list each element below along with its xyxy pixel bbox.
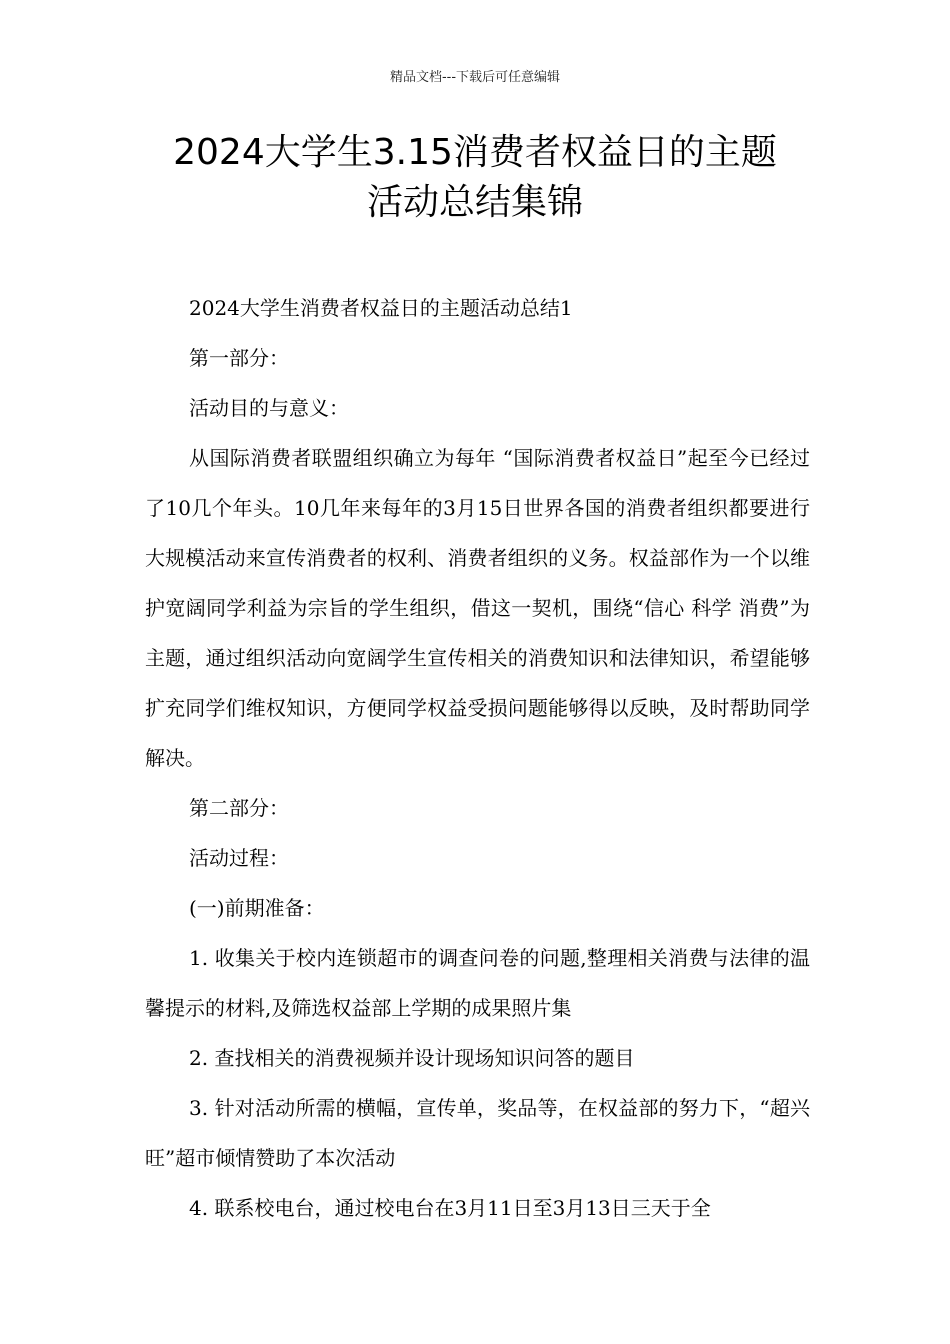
list-item-2: 2. 查找相关的消费视频并设计现场知识问答的题目 [189, 1046, 635, 1070]
paragraph-purpose-heading: 活动目的与意义： [189, 396, 349, 420]
paragraph-preparation-heading: (一)前期准备： [189, 896, 325, 920]
paragraph-subtitle: 2024大学生消费者权益日的主题活动总结1 [189, 296, 573, 320]
list-item-4: 4. 联系校电台，通过校电台在3月11日至3月13日三天于全 [189, 1196, 711, 1220]
header-note: 精品文档---下载后可任意编辑 [389, 70, 561, 85]
paragraph-part-one: 第一部分： [189, 346, 289, 370]
list-item-3: 3. 针对活动所需的横幅，宣传单，奖品等，在权益部的努力下，“超兴旺”超市倾情赞助了本次活动 [145, 1096, 810, 1170]
document-body [145, 283, 810, 1233]
title-line-1: 2024大学生3.15消费者权益日的主题 [173, 132, 777, 173]
paragraph-purpose-body: 从国际消费者联盟组织确立为每年 “国际消费者权益日”起至今已经过了10几个年头。10几年来每年的3月15日世界各国的消费者组织都要进行大规模活动来宣传消费者的权利、消费者组织的义务。权益部作为一个以维护宽阔同学利益为宗旨的学生组织，借这一契机，围绕“信心 科学 消费”为主题，通过组织活动向宽阔学生宣传相关的消费知识和法律知识，希望能够扩充同学们维权知识，方便同学权益受损问题能够得以反映，及时帮助同学解决。 [145, 446, 810, 770]
paragraph-process-heading: 活动过程： [189, 846, 289, 870]
list-item-1: 1. 收集关于校内连锁超市的调查问卷的问题,整理相关消费与法律的温馨提示的材料,及筛选权益部上学期的成果照片集 [145, 946, 810, 1020]
paragraph-part-two: 第二部分： [189, 796, 289, 820]
title-line-2: 活动总结集锦 [366, 182, 583, 223]
document-title [120, 128, 830, 228]
